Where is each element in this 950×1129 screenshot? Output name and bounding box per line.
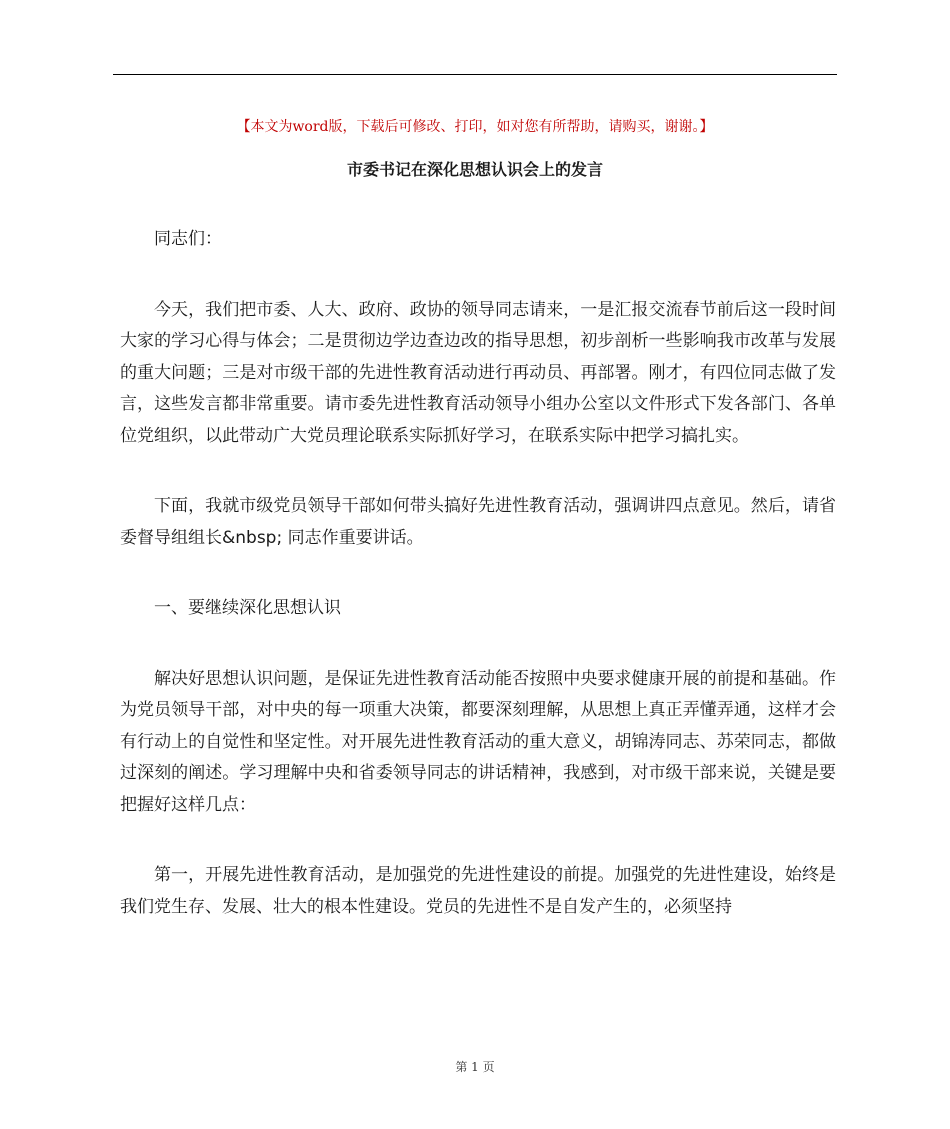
body-paragraph: 今天，我们把市委、人大、政府、政协的领导同志请来，一是汇报交流春节前后这一段时间大家的学习心得与体会；二是贯彻边学边查边改的指导思想，初步剖析一些影响我市改革与发展的重大问题；三是对市级干部的先进性教育活动进行再动员、再部署。刚才，有四位同志做了发言，这些发言都非常重要。请市委先进性教育活动领导小组办公室以文件形式下发各部门、各单位党组织，以此带动广大党员理论联系实际抓好学习，在联系实际中把学习搞扎实。	[120, 299, 836, 446]
document-title: 市委书记在深化思想认识会上的发言	[346, 160, 603, 179]
body-paragraph: 下面，我就市级党员领导干部如何带头搞好先进性教育活动，强调讲四点意见。然后，请省委督导组组长&nbsp; 同志作重要讲话。	[120, 496, 836, 548]
header-rule	[113, 74, 837, 75]
salutation-paragraph: 同志们：	[154, 229, 222, 249]
section-heading: 一、要继续深化思想认识	[154, 598, 341, 618]
purchase-notice: 【本文为word版，下载后可修改、打印，如对您有所帮助，请购买，谢谢。】	[236, 119, 714, 135]
body-paragraph: 第一，开展先进性教育活动，是加强党的先进性建设的前提。加强党的先进性建设，始终是我们党生存、发展、壮大的根本性建设。党员的先进性不是自发产生的，必须坚持	[120, 865, 836, 917]
page-number: 第 1 页	[455, 1060, 495, 1074]
document-body	[120, 224, 836, 923]
body-paragraph: 解决好思想认识问题，是保证先进性教育活动能否按照中央要求健康开展的前提和基础。作为党员领导干部，对中央的每一项重大决策，都要深刻理解，从思想上真正弄懂弄通，这样才会有行动上的自觉性和坚定性。对开展先进性教育活动的重大意义，胡锦涛同志、苏荣同志，都做过深刻的阐述。学习理解中央和省委领导同志的讲话精神，我感到，对市级干部来说，关键是要把握好这样几点：	[120, 668, 836, 815]
